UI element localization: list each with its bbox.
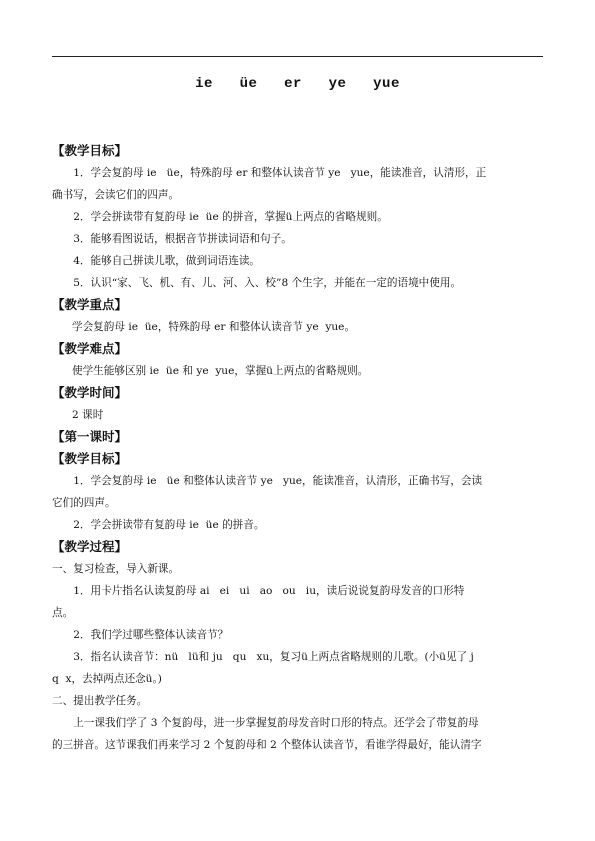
heading-teaching-goals: 【教学目标】 (52, 143, 128, 158)
heading-first-lesson: 【第一课时】 (52, 429, 128, 444)
body-line: 1．学会复韵母 ie üe，特殊韵母 er 和整体认读音节 ye yue，能读准音，认清形，正 (73, 167, 487, 179)
heading-teaching-process: 【教学过程】 (52, 539, 128, 554)
body-line: 2．我们学过哪些整体认读音节？ (73, 629, 229, 641)
heading-difficulties: 【教学难点】 (52, 341, 128, 356)
body-line: 3．指名认读音节：nü lü和 ju qu xu，复习ü上两点省略规则的儿歌。(小ü见了 j (73, 651, 474, 663)
body-line: 学会复韵母 ie üe，特殊韵母 er 和整体认读音节 ye yue。 (72, 321, 356, 333)
body-line: 上一课我们学了 3 个复韵母，进一步掌握复韵母发音时口形的特点。还学会了带复韵母 (73, 717, 479, 729)
body-line: 2．学会拼读带有复韵母 ie üe 的拼音。 (73, 519, 265, 531)
body-line: 确书写，会读它们的四声。 (52, 189, 180, 201)
heading-key-points: 【教学重点】 (52, 297, 128, 312)
page-title: ie üe er ye yue (195, 76, 400, 92)
body-line: 5．认识“家、飞、机、有、儿、河、入、校”8 个生字，并能在一定的语境中使用。 (73, 277, 462, 289)
body-line: 使学生能够区别 ie üe 和 ye yue，掌握ü上两点的省略规则。 (72, 365, 369, 377)
body-line: 1．用卡片指名认读复韵母 ai ei ui ao ou iu，读后说说复韵母发音的口形特 (73, 585, 465, 597)
heading-teaching-time: 【教学时间】 (52, 385, 128, 400)
body-line: 4．能够自己拼读儿歌，做到词语连读。 (73, 255, 261, 267)
body-line: 的三拼音。这节课我们再来学习 2 个复韵母和 2 个整体认读音节，看谁学得最好，能认清字 (52, 739, 482, 751)
body-line: 二、提出教学任务。 (52, 695, 148, 707)
body-line: 3．能够看图说话，根据音节拼读词语和句子。 (73, 233, 292, 245)
body-line: 一、复习检查，导入新课。 (52, 563, 180, 575)
document-body (52, 140, 543, 756)
body-line: 它们的四声。 (52, 497, 116, 509)
body-line: q x，去掉两点还念ü。) (52, 673, 162, 685)
body-line: 2 课时 (72, 409, 104, 421)
header-rule (52, 56, 543, 57)
body-line: 1．学会复韵母 ie üe 和整体认读音节 ye yue，能读准音，认清形，正确书写，会读 (73, 475, 483, 487)
body-line: 2．学会拼读带有复韵母 ie üe 的拼音，掌握ü上两点的省略规则。 (73, 211, 388, 223)
body-line: 点。 (52, 607, 74, 619)
heading-teaching-goals-2: 【教学目标】 (52, 451, 128, 466)
